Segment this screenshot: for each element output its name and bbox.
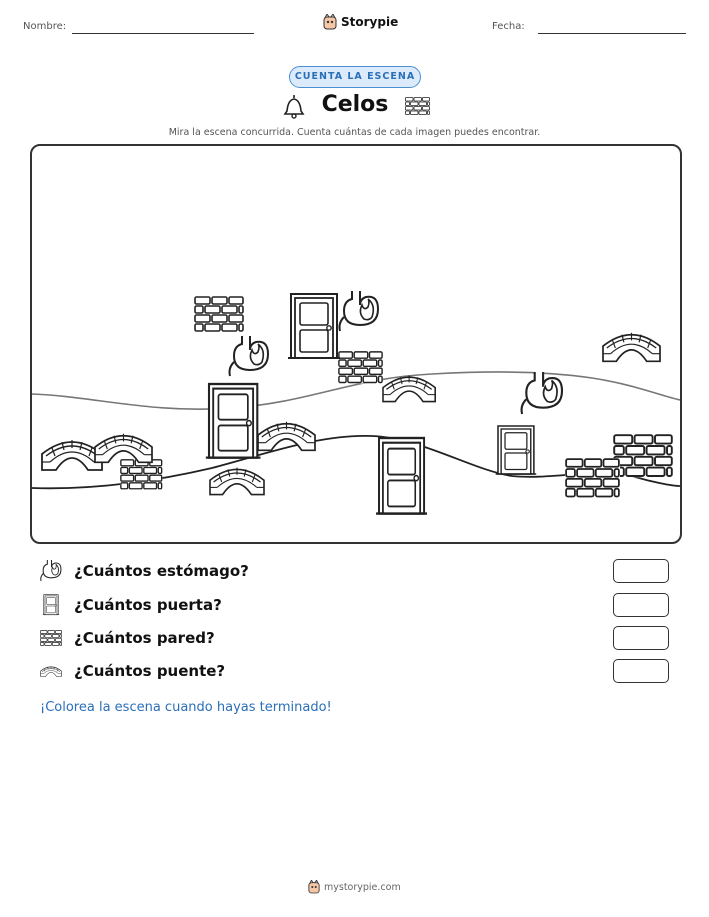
- question-row: [40, 660, 670, 682]
- question-row: [40, 594, 670, 616]
- question-label: ¿Cuántos pared?: [74, 629, 215, 647]
- door-3: [376, 438, 427, 514]
- bridge-3: [210, 468, 264, 495]
- stomach-3: [522, 372, 562, 414]
- stomach-icon: [40, 560, 62, 582]
- title-row: [280, 92, 440, 122]
- answer-box-wall[interactable]: [613, 626, 669, 650]
- bridge-2: [95, 434, 152, 463]
- bridge-6: [603, 333, 660, 362]
- stomach-1: [340, 291, 379, 331]
- brand-name: Storypie: [341, 15, 399, 29]
- page-title: Celos: [321, 92, 389, 117]
- brick-wall-icon: [405, 97, 430, 115]
- question-row: [40, 560, 670, 582]
- question-label: ¿Cuántos puente?: [74, 662, 226, 680]
- busy-scene: [32, 146, 680, 542]
- answer-box-door[interactable]: [613, 593, 669, 617]
- bell-icon: [283, 93, 305, 119]
- instructions: Mira la escena concurrida. Cuenta cuántas de cada imagen puedes encontrar.: [168, 127, 541, 138]
- wall-1: [194, 296, 244, 332]
- door-1: [288, 294, 340, 358]
- door-icon: [40, 594, 62, 616]
- bridge-icon: [40, 660, 62, 682]
- brand-logo: [323, 14, 398, 30]
- door-4: [496, 426, 537, 474]
- wall-3: [120, 459, 163, 490]
- question-label: ¿Cuántos estómago?: [74, 562, 249, 580]
- answer-box-bridge[interactable]: [613, 659, 669, 683]
- color-instruction: ¡Colorea la escena cuando hayas terminado!: [40, 700, 332, 715]
- wall-2: [338, 351, 383, 383]
- storypie-mascot-icon: [323, 14, 337, 30]
- storypie-mascot-icon: [308, 880, 320, 894]
- wall-5: [565, 458, 620, 498]
- date-label: Fecha:: [492, 21, 525, 32]
- name-field[interactable]: [72, 33, 254, 34]
- question-label: ¿Cuántos puerta?: [74, 596, 222, 614]
- stomach-2: [230, 336, 269, 376]
- activity-badge: CUENTA LA ESCENA: [289, 66, 421, 88]
- door-2: [206, 384, 261, 458]
- date-field[interactable]: [538, 33, 686, 34]
- footer-site: mystorypie.com: [324, 881, 401, 893]
- bridge-1: [42, 440, 102, 470]
- question-row: [40, 627, 670, 649]
- scene-panel[interactable]: [30, 144, 682, 544]
- bridge-5: [383, 375, 435, 401]
- name-label: Nombre:: [23, 21, 67, 32]
- footer-brand: [308, 880, 401, 894]
- answer-box-stomach[interactable]: [613, 559, 669, 583]
- wall-4: [613, 434, 673, 477]
- bridge-4: [258, 422, 315, 451]
- brick-wall-icon: [40, 627, 62, 649]
